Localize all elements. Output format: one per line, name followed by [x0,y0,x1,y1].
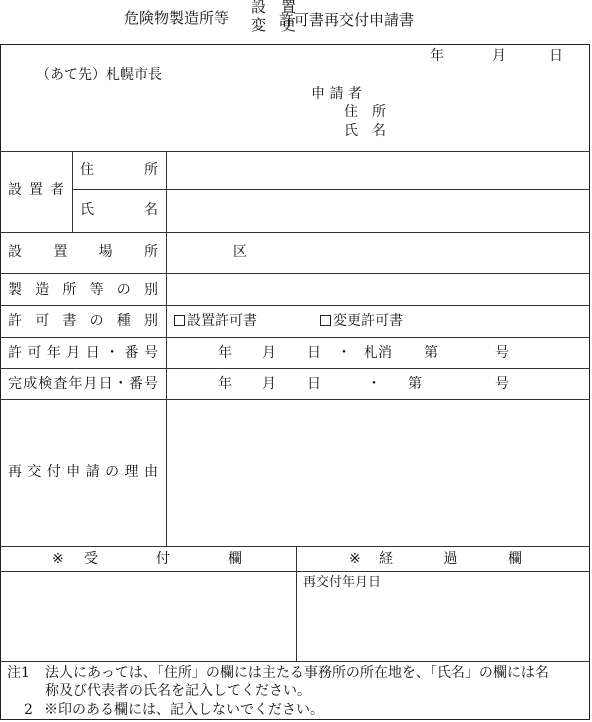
permit-date-prefix: 札消 [364,345,392,361]
title-option-install: 設 置 [251,0,297,16]
note1-marker: 注1 [7,665,30,681]
checkbox-install[interactable] [174,315,185,326]
rule [0,399,590,400]
rule [166,151,167,546]
completion-dai: 第 [408,376,422,392]
applicant-name: 氏 名 [344,123,386,139]
reason-label: 再 交 付 申 請 の 理 由 [8,464,158,480]
permit-option-change-label: 変更許可書 [333,313,403,329]
location-ward: 区 [233,244,247,260]
permit-date-dai: 第 [424,345,438,361]
note1-line2: 称及び代表者の氏名を記入してください。 [45,683,311,699]
permit-option-install-label: 設置許可書 [187,313,257,329]
installer-address-label: 住 所 [80,162,158,178]
rule [72,189,590,190]
permit-date-label: 許 可 年 月 日 ・ 番 号 [8,345,158,361]
rule [0,368,590,369]
reissue-date-label: 再交付年月日 [303,575,382,590]
rule [0,232,590,233]
completion-year: 年 [218,376,232,392]
completion-dot: ・ [367,376,381,392]
title-prefix: 危険物製造所等 [124,9,230,27]
permit-type-label: 許 可 書 の 種 別 [8,313,158,329]
rule [72,151,73,232]
permit-option-install[interactable] [174,314,257,328]
progress-label: 経 過 欄 [379,551,522,567]
receipt-label: 受 付 欄 [84,551,242,567]
date-month: 月 [492,48,506,64]
completion-go: 号 [495,376,509,392]
installer-name-label: 氏 名 [80,202,158,218]
rule [0,571,590,572]
permit-date-day: 日 [307,345,321,361]
note1-line1: 法人にあっては、「住所」の欄には主たる事務所の所在地を、「氏名」の欄には名 [45,665,549,681]
receipt-mark: ※ [52,551,64,567]
title-option-change: 変 更 [251,16,297,34]
completion-label: 完 成 検 査 年 月 日 ・ 番 号 [8,376,158,392]
category-label: 製 造 所 等 の 別 [8,282,158,298]
permit-date-month: 月 [262,345,276,361]
date-day: 日 [549,48,563,64]
permit-date-year: 年 [218,345,232,361]
rule [0,546,590,547]
applicant-heading: 申 請 者 [311,86,362,102]
rule [0,151,590,152]
completion-day: 日 [307,376,321,392]
note2-text: ※印のある欄には、記入しないでください。 [44,702,324,718]
permit-date-dot: ・ [337,345,351,361]
rule [0,661,590,662]
recipient: （あて先）札幌市長 [36,67,162,83]
applicant-address: 住 所 [344,104,386,120]
installer-label: 設 置 者 [8,182,64,198]
rule [0,337,590,338]
rule [0,305,590,306]
completion-month: 月 [262,376,276,392]
title-suffix: 許可書再交付申請書 [279,11,415,29]
rule [296,546,297,661]
permit-option-change[interactable] [320,314,403,328]
note2-marker: 2 [24,702,33,718]
rule [0,273,590,274]
progress-mark: ※ [349,551,361,567]
permit-date-go: 号 [495,345,509,361]
checkbox-change[interactable] [320,315,331,326]
location-label: 設 置 場 所 [8,244,158,260]
date-year: 年 [430,48,444,64]
